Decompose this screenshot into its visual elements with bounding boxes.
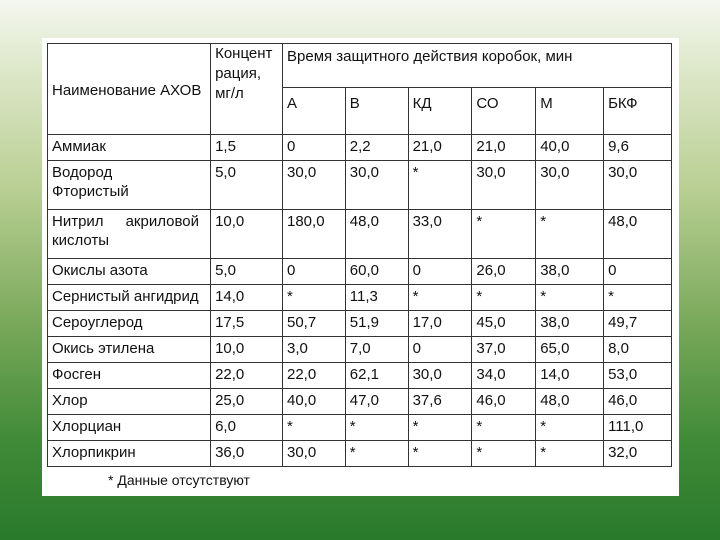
row-value: * — [536, 441, 604, 467]
table-row — [48, 285, 672, 311]
row-value: 7,0 — [345, 337, 408, 363]
row-value: 50,7 — [283, 311, 346, 337]
header-box-b: В — [345, 88, 408, 135]
table-row — [48, 337, 672, 363]
row-value: 180,0 — [283, 210, 346, 259]
row-value: * — [472, 210, 536, 259]
header-box-a: А — [283, 88, 346, 135]
header-conc-line1: Концент — [215, 45, 273, 62]
row-value: 30,0 — [345, 161, 408, 210]
row-conc: 10,0 — [211, 210, 283, 259]
table-row — [48, 259, 672, 285]
row-value: * — [536, 285, 604, 311]
row-value: 111,0 — [604, 415, 672, 441]
row-value: 48,0 — [345, 210, 408, 259]
table-row — [48, 415, 672, 441]
row-value: 53,0 — [604, 363, 672, 389]
row-value: 48,0 — [604, 210, 672, 259]
row-value: 0 — [604, 259, 672, 285]
row-name: Окислы азота — [48, 259, 211, 285]
row-value: * — [536, 210, 604, 259]
row-value: 49,7 — [604, 311, 672, 337]
row-conc: 10,0 — [211, 337, 283, 363]
row-value: * — [472, 285, 536, 311]
table-row — [48, 363, 672, 389]
row-value: 0 — [408, 259, 472, 285]
row-name: Хлорциан — [48, 415, 211, 441]
row-value: * — [536, 415, 604, 441]
row-value: 21,0 — [472, 135, 536, 161]
table-row — [48, 135, 672, 161]
row-value: 11,3 — [345, 285, 408, 311]
table-row — [48, 161, 672, 210]
row-conc: 1,5 — [211, 135, 283, 161]
row-conc: 17,5 — [211, 311, 283, 337]
row-value: * — [345, 441, 408, 467]
row-value: * — [345, 415, 408, 441]
row-value: 0 — [283, 259, 346, 285]
row-name-line1 — [52, 212, 199, 231]
row-value: 34,0 — [472, 363, 536, 389]
row-conc: 25,0 — [211, 389, 283, 415]
row-value: * — [408, 161, 472, 210]
row-value: 32,0 — [604, 441, 672, 467]
header-name: Наименование АХОВ — [48, 44, 211, 135]
footnote: * Данные отсутствуют — [108, 472, 250, 488]
row-name: Сернистый ангидрид — [48, 285, 211, 311]
row-value: * — [408, 285, 472, 311]
row-value: 30,0 — [283, 161, 346, 210]
row-value: 40,0 — [536, 135, 604, 161]
row-value: 30,0 — [536, 161, 604, 210]
row-name: Аммиак — [48, 135, 211, 161]
row-value: * — [408, 441, 472, 467]
row-conc: 5,0 — [211, 259, 283, 285]
row-value: 30,0 — [283, 441, 346, 467]
row-value: 8,0 — [604, 337, 672, 363]
row-value: * — [283, 285, 346, 311]
row-value: 47,0 — [345, 389, 408, 415]
row-value: 37,6 — [408, 389, 472, 415]
row-name-word1: Нитрил — [52, 213, 104, 230]
slide-content — [42, 38, 679, 496]
row-name-line2: Фтористый — [52, 183, 129, 200]
row-conc: 5,0 — [211, 161, 283, 210]
row-value: 38,0 — [536, 311, 604, 337]
row-value: 48,0 — [536, 389, 604, 415]
row-conc: 22,0 — [211, 363, 283, 389]
table-row — [48, 389, 672, 415]
row-value: * — [472, 441, 536, 467]
table-row — [48, 210, 672, 259]
row-conc: 14,0 — [211, 285, 283, 311]
row-name: Окись этилена — [48, 337, 211, 363]
row-name: Хлорпикрин — [48, 441, 211, 467]
row-name-line2: кислоты — [52, 232, 110, 249]
row-name-word2: акриловой — [125, 213, 199, 230]
row-name: Хлор — [48, 389, 211, 415]
row-value: 22,0 — [283, 363, 346, 389]
row-value: 37,0 — [472, 337, 536, 363]
row-value: * — [472, 415, 536, 441]
row-value: 9,6 — [604, 135, 672, 161]
row-value: 33,0 — [408, 210, 472, 259]
row-value: 30,0 — [472, 161, 536, 210]
row-value: * — [604, 285, 672, 311]
row-value: 60,0 — [345, 259, 408, 285]
row-value: 21,0 — [408, 135, 472, 161]
row-value: 30,0 — [604, 161, 672, 210]
header-box-kd: КД — [408, 88, 472, 135]
header-conc-line3: мг/л — [215, 85, 244, 102]
row-value: 65,0 — [536, 337, 604, 363]
row-name — [48, 161, 211, 210]
header-box-co: СО — [472, 88, 536, 135]
row-value: 0 — [283, 135, 346, 161]
row-value: 46,0 — [472, 389, 536, 415]
ahov-protection-table — [47, 43, 672, 467]
row-name: Сероуглерод — [48, 311, 211, 337]
row-value: 30,0 — [408, 363, 472, 389]
row-value: 26,0 — [472, 259, 536, 285]
table-header-row — [48, 44, 672, 88]
row-value: 45,0 — [472, 311, 536, 337]
row-conc: 36,0 — [211, 441, 283, 467]
table-row — [48, 441, 672, 467]
row-value: 62,1 — [345, 363, 408, 389]
row-value: * — [408, 415, 472, 441]
row-value: * — [283, 415, 346, 441]
row-value: 2,2 — [345, 135, 408, 161]
header-box-m: М — [536, 88, 604, 135]
header-concentration — [211, 44, 283, 135]
row-name — [48, 210, 211, 259]
row-value: 38,0 — [536, 259, 604, 285]
row-conc: 6,0 — [211, 415, 283, 441]
row-name-line1: Водород — [52, 164, 113, 181]
row-value: 17,0 — [408, 311, 472, 337]
row-value: 51,9 — [345, 311, 408, 337]
table-row — [48, 311, 672, 337]
row-value: 14,0 — [536, 363, 604, 389]
row-value: 3,0 — [283, 337, 346, 363]
row-value: 40,0 — [283, 389, 346, 415]
header-time-group: Время защитного действия коробок, мин — [283, 44, 672, 88]
header-conc-line2: рация, — [215, 65, 262, 82]
header-box-bkf: БКФ — [604, 88, 672, 135]
row-value: 46,0 — [604, 389, 672, 415]
row-value: 0 — [408, 337, 472, 363]
row-name: Фосген — [48, 363, 211, 389]
